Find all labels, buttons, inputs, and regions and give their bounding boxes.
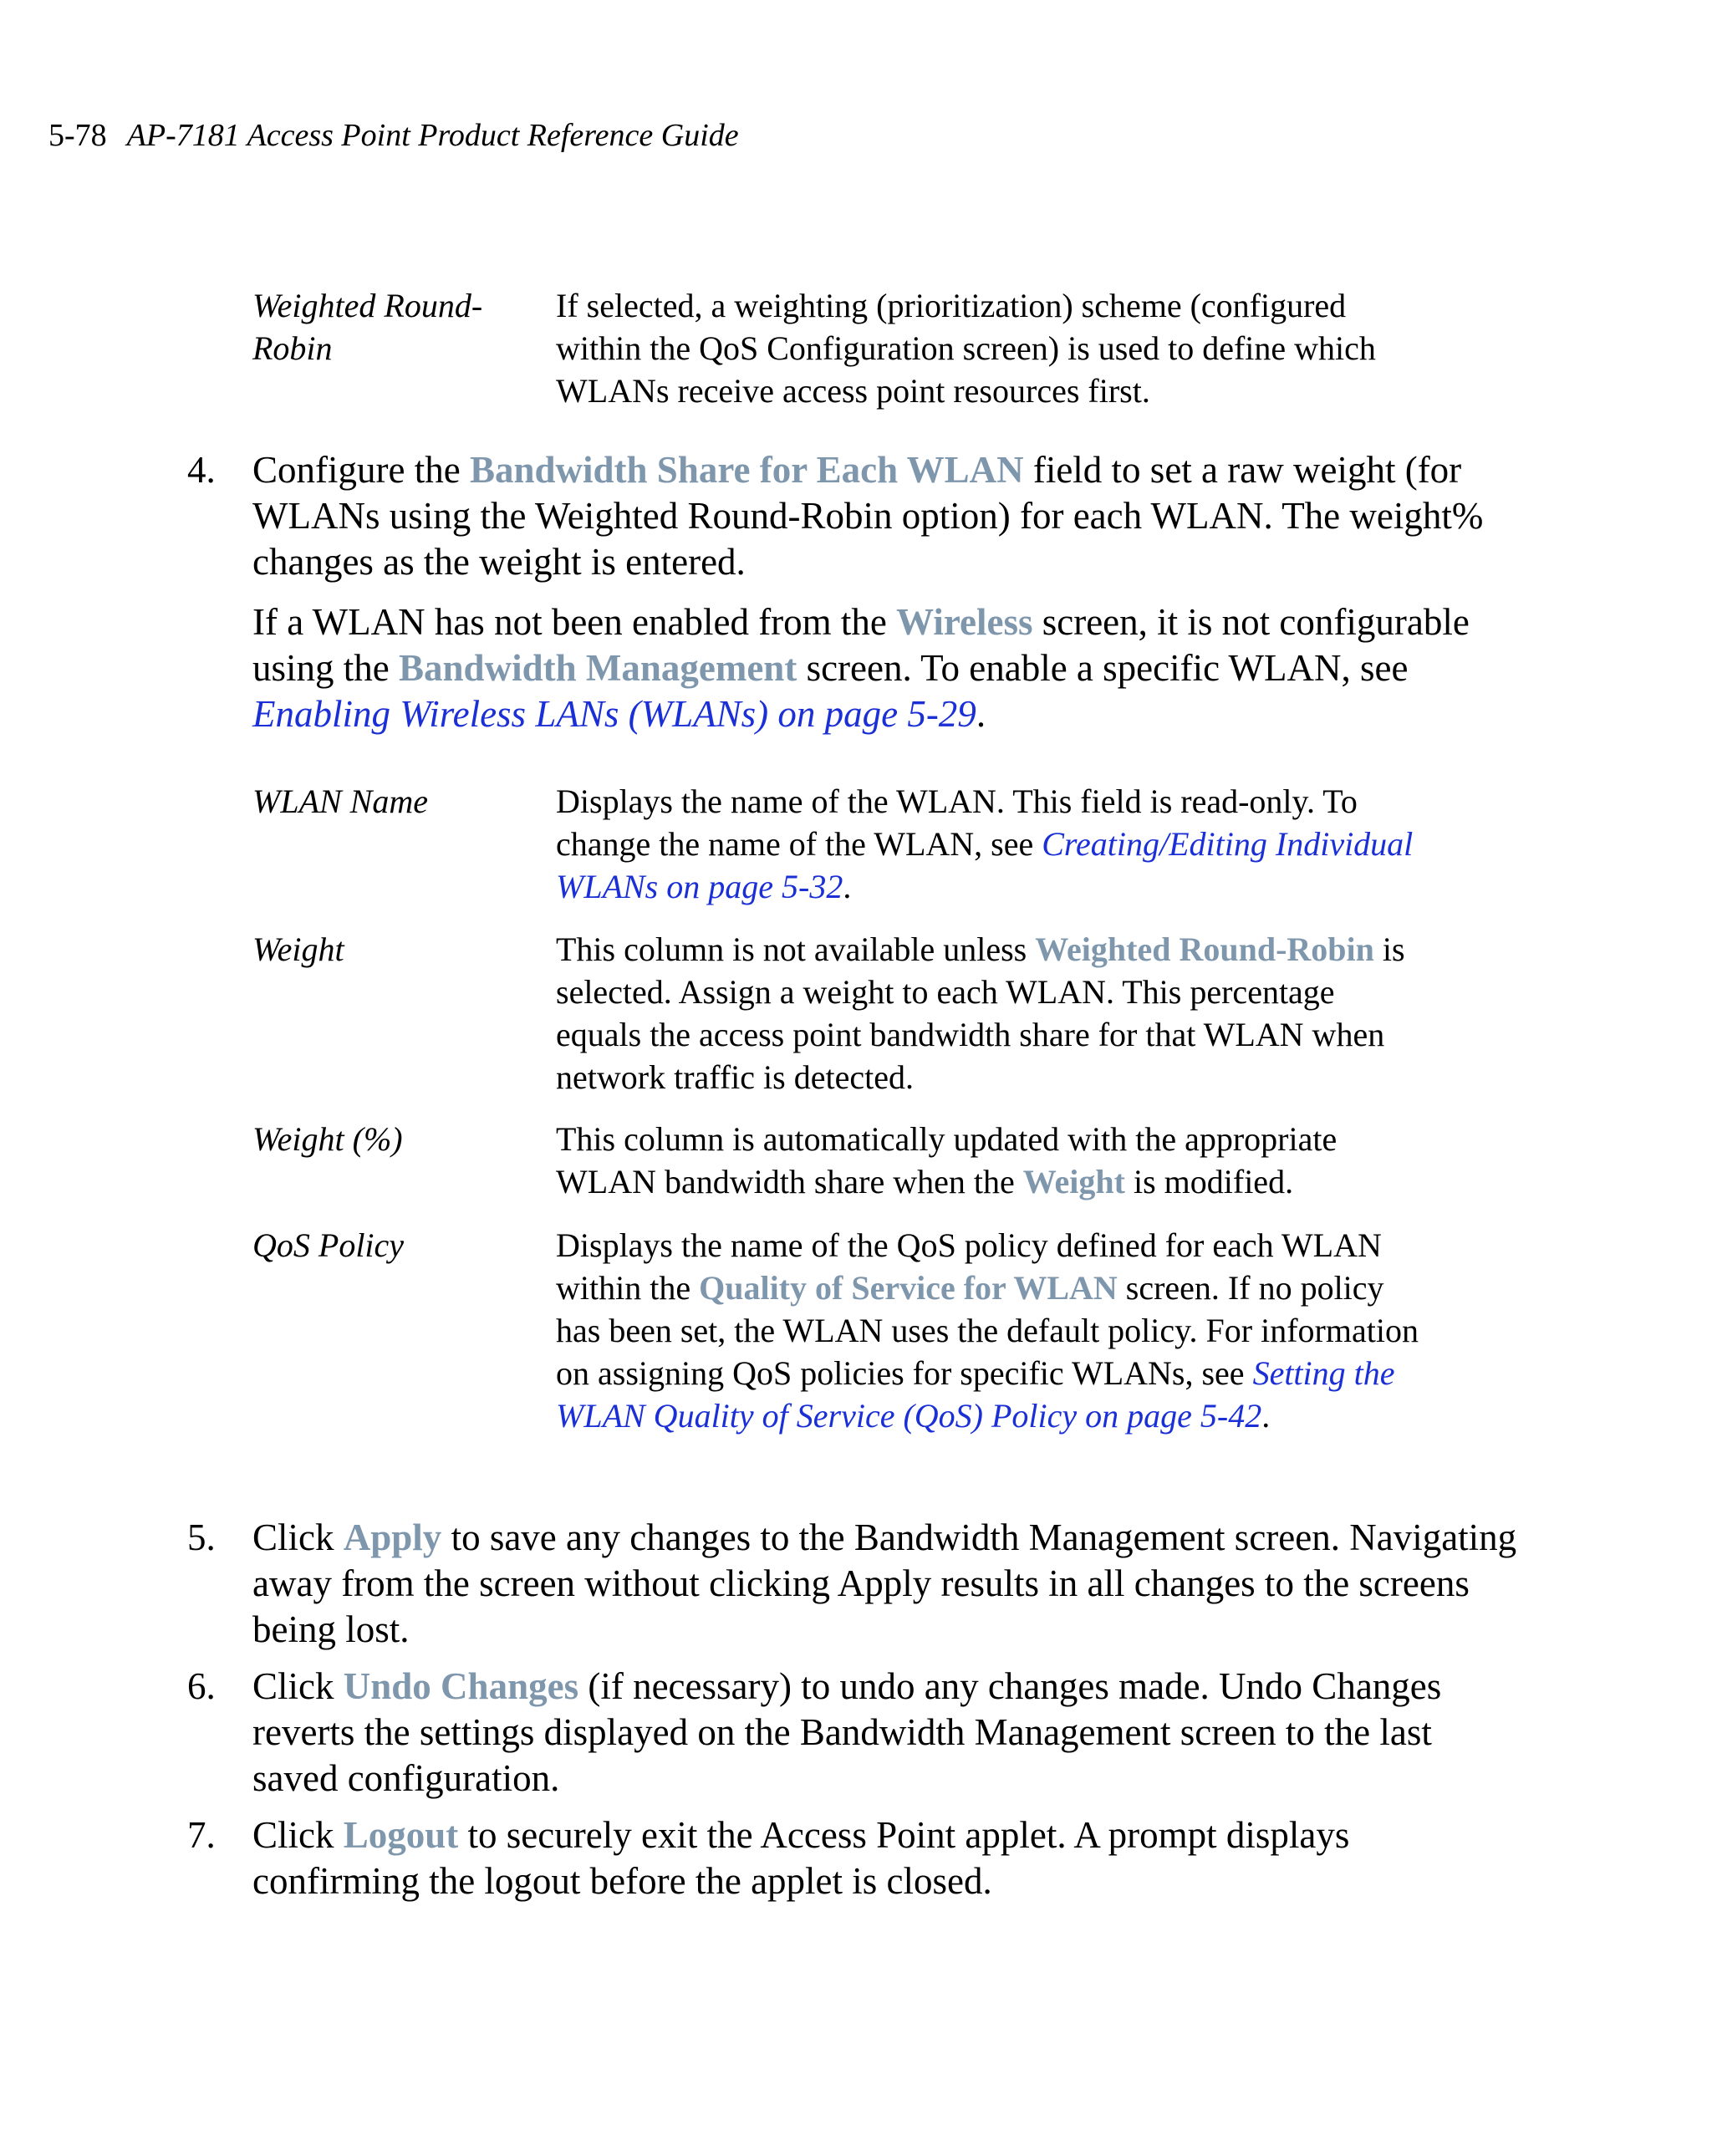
description-text: Displays the name of the QoS policy defined for each WLAN within the (556, 1226, 1382, 1307)
step-number: 6. (187, 1665, 216, 1707)
step-text-part: Configure the (252, 449, 470, 491)
description-text: screen. If no policy has been set, the WLAN uses the default policy. For information on assigning QoS policies for specific WLANs, see (556, 1269, 1419, 1392)
ui-term-weighted-round-robin: Weighted Round-Robin (1035, 930, 1374, 968)
step-number: 7. (187, 1814, 216, 1856)
ui-term-bandwidth-management: Bandwidth Management (399, 647, 797, 689)
step-number: 4. (187, 449, 216, 491)
definition-description: If selected, a weighting (prioritization) scheme (configured within the QoS Configuration screen) is used to define which WLANs receive access point resources first. (556, 287, 1376, 410)
description-text: . (1261, 1397, 1271, 1435)
description-text: Displays the name of the WLAN. This field is read-only. To change the name of the WLAN, see (556, 782, 1358, 863)
guide-title: AP-7181 Access Point Product Reference Guide (126, 118, 739, 153)
description-text: . (843, 868, 852, 905)
definition-description (556, 1118, 1425, 1203)
step-text-part: (if necessary) to undo any changes made. Undo Changes reverts the settings displayed on the Bandwidth Management screen to the last saved configuration. (252, 1665, 1442, 1799)
definition-term: QoS Policy (252, 1226, 405, 1264)
definition-description (556, 928, 1425, 1098)
link-setting-wlan-qos[interactable]: Setting the WLAN Quality of Service (QoS) Policy on page 5-42 (556, 1354, 1395, 1435)
page-number: 5-78 (48, 118, 107, 153)
step-text (252, 447, 1523, 585)
paragraph-text: If a WLAN has not been enabled from the (252, 601, 897, 643)
definition-term: Weight (%) (252, 1120, 403, 1158)
ui-term-wireless: Wireless (896, 601, 1033, 643)
ui-term-weight: Weight (1022, 1163, 1125, 1200)
step-text-part: Click (252, 1516, 344, 1558)
step-text-part: Click (252, 1665, 344, 1707)
ui-term-qos-for-wlan: Quality of Service for WLAN (699, 1269, 1118, 1307)
definition-description (556, 780, 1425, 908)
ui-term-undo-changes: Undo Changes (343, 1665, 579, 1707)
paragraph-text: . (976, 693, 986, 735)
link-creating-editing-wlans[interactable]: Creating/Editing Individual WLANs on page 5-32 (556, 825, 1414, 905)
step-text-part: to save any changes to the Bandwidth Management screen. Navigating away from the screen without clicking Apply results in all changes to the screens being lost. (252, 1516, 1517, 1650)
description-text: This column is automatically updated with the appropriate WLAN bandwidth share when the (556, 1120, 1338, 1200)
paragraph-text: screen. To enable a specific WLAN, see (797, 647, 1409, 689)
definition-term: Weight (252, 930, 344, 968)
step-text-part: to securely exit the Access Point applet. A prompt displays confirming the logout before the applet is closed. (252, 1814, 1350, 1902)
step-number: 5. (187, 1516, 216, 1558)
description-text: This column is not available unless (556, 930, 1036, 968)
step-text (252, 1812, 1523, 1904)
description-text: is selected. Assign a weight to each WLAN. This percentage equals the access point bandwidth share for that WLAN when network traffic is detected. (556, 930, 1405, 1096)
page-header (48, 115, 739, 155)
definition-term: WLAN Name (252, 782, 428, 820)
step-text-part: Click (252, 1814, 344, 1856)
description-text: is modified. (1124, 1163, 1294, 1200)
ui-term-logout: Logout (343, 1814, 459, 1856)
paragraph-text: screen, it is not configurable using the (252, 601, 1470, 689)
ui-term-apply: Apply (343, 1516, 442, 1558)
wlan-note-paragraph (252, 599, 1523, 737)
ui-term-bandwidth-share: Bandwidth Share for Each WLAN (469, 449, 1024, 491)
step-text-part: field to set a raw weight (for WLANs using the Weighted Round-Robin option) for each WLAN. The weight% changes as the weight is entered. (252, 449, 1484, 583)
link-enabling-wlans[interactable]: Enabling Wireless LANs (WLANs) on page 5-29 (252, 693, 976, 735)
step-text (252, 1515, 1523, 1653)
step-text (252, 1664, 1523, 1802)
definition-description (556, 1224, 1425, 1437)
definition-term: Weighted Round-Robin (252, 287, 483, 367)
